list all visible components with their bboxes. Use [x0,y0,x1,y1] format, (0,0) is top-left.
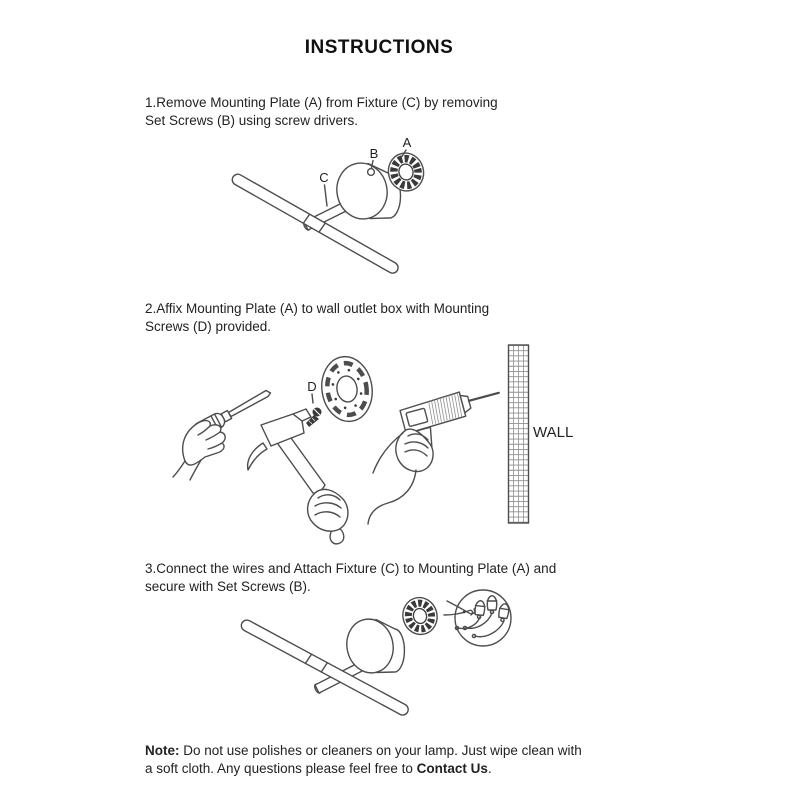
leader-line-d [312,394,313,403]
wire-connection-detail [444,590,511,646]
mounting-plate [399,594,441,639]
page-title: INSTRUCTIONS [304,37,454,58]
step-3-line-1: 3.Connect the wires and Attach Fixture (C) to Mounting Plate (A) and [145,561,557,576]
note-text [145,742,582,778]
hand-outline [183,421,226,465]
hand-with-drill [368,382,508,524]
set-screw [368,169,375,176]
contact-us-link[interactable]: Contact Us [416,761,488,776]
label-c: C [319,170,329,185]
step-2-line-2: Screws (D) provided. [145,319,272,334]
label-b: B [369,146,379,161]
power-cord [368,470,416,524]
screwdriver-shaft [229,391,271,417]
label-a: A [402,135,412,150]
hammer-head [261,414,304,446]
step-1-line-2: Set Screws (B) using screw drivers. [145,113,359,128]
wall [509,345,529,523]
label-d: D [307,379,317,394]
step-1-diagram [210,120,490,290]
mounting-plate-large [317,353,377,425]
hammer-handle [278,438,325,493]
step-2-text [145,300,489,336]
hand-outline [308,489,348,531]
hand-with-hammer [248,409,348,544]
wall-label: WALL [533,424,574,441]
leader-line-c [325,185,328,206]
step-2-diagram [165,333,605,548]
hammer-claw [248,443,267,470]
drill-bit [469,393,499,401]
note-line-2: a soft cloth. Any questions please feel free to Contact Us. [145,761,492,776]
note-label: Note: [145,743,180,758]
hand-with-screwdriver [173,391,271,481]
step-3-diagram [233,588,543,718]
note-line-1: Note: Do not use polishes or cleaners on your lamp. Just wipe clean with [145,743,582,758]
drill-body [399,392,466,434]
step-1-line-1: 1.Remove Mounting Plate (A) from Fixture (C) by removing [145,95,498,110]
step-3-line-2: secure with Set Screws (B). [145,579,311,594]
step-2-line-1: 2.Affix Mounting Plate (A) to wall outlet box with Mounting [145,301,490,316]
